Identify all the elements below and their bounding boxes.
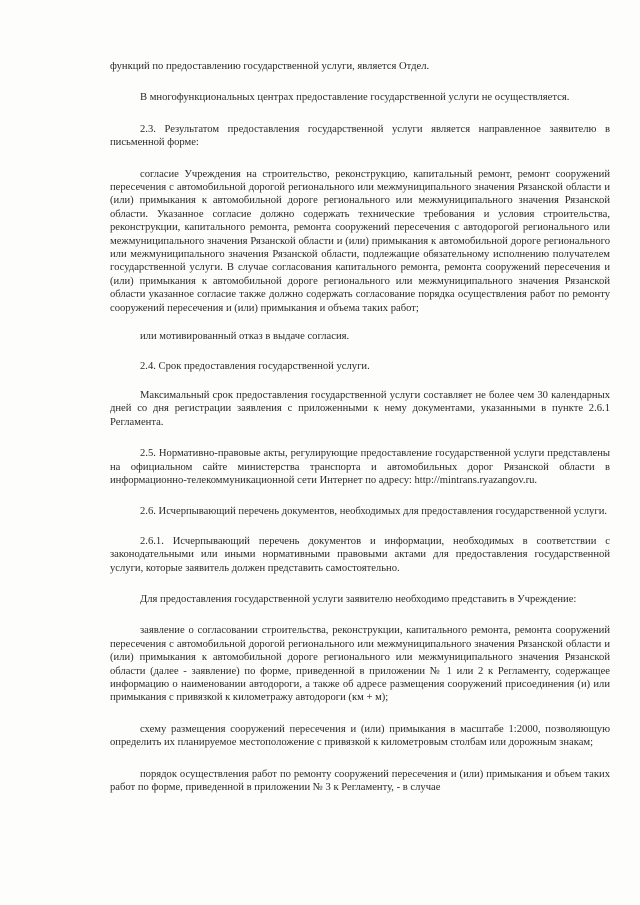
- paragraph-otdel: функций по предоставлению государственной услуги, является Отдел.: [110, 61, 430, 72]
- paragraph-2-3: 2.3. Результатом предоставления государственной услуги является направленное заявителю в письменной форме:: [110, 123, 610, 149]
- paragraph-soglasie: согласие Учреждения на строительство, реконструкцию, капитальный ремонт, ремонт сооружений пересечения с автомобильной дорогой регионального или межмуниципального значения Рязанской области и (или) примыкания к автомобильной дороге регионального или межмуниципального значения Рязанской области. Указанное согласие должно содержать технические требования и условия строительства, реконструкции, капитального ремонта, ремонта сооружений пересечения с автодорогой регионального или межмуниципального значения Рязанской области и (или) примыкания к автомобильной дороге регионального или межмуниципального значения Рязанской области, подлежащие обязательному исполнению получателем государственной услуги. В случае согласования капитального ремонта, ремонта сооружений пересечения и (или) примыкания к автомобильной дороге регионального или межмуниципального значения Рязанской области указанное согласие также должно содержать согласование порядка осуществления работ по ремонту сооружений пересечения и (или) примыкания и объема таких работ;: [110, 168, 610, 314]
- paragraph-srok: Максимальный срок предоставления государственной услуги составляет не более чем 30 календарных дней со дня регистрации заявления с приложенными к нему документами, указанными в пункте 2.6.1 Регламента.: [110, 389, 610, 428]
- paragraph-skhema: схему размещения сооружений пересечения и (или) примыкания в масштабе 1:2000, позволяющую определить их планируемое местоположение с привязкой к километровым столбам или дорожным знакам;: [110, 723, 610, 749]
- paragraph-2-4: 2.4. Срок предоставления государственной услуги.: [140, 360, 370, 372]
- paragraph-2-6-1: 2.6.1. Исчерпывающий перечень документов и информации, необходимых в соответствии с законодательными или иными нормативными правовыми актами для предоставления государственной услуги, которые заявитель должен представить самостоятельно.: [110, 535, 610, 574]
- paragraph-zayavlenie: заявление о согласовании строительства, реконструкции, капитального ремонта, ремонта сооружений пересечения с автомобильной дорогой регионального или межмуниципального значения Рязанской области и (или) примыкания к автомобильной дороге регионального или межмуниципального значения Рязанской области (далее - заявление) по форме, приведенной в приложении № 1 или 2 к Регламенту, содержащее информацию о наименовании автодороги, а также об адресе размещения сооружений присоединения (и) или примыкания с привязкой к километражу автодороги (км + м);: [110, 625, 610, 704]
- paragraph-poryadok: порядок осуществления работ по ремонту сооружений пересечения и (или) примыкания и объем таких работ по форме, приведенной в приложении № 3 к Регламенту, - в случае: [110, 768, 610, 794]
- paragraph-2-5: 2.5. Нормативно-правовые акты, регулирующие предоставление государственной услуги представлены на официальном сайте министерства транспорта и автомобильных дорог Рязанской области в информационно-телекоммуникационной сети Интернет по адресу: http://mintrans.ryazangov.ru.: [110, 448, 610, 486]
- paragraph-mfc: В многофункциональных центрах предоставление государственной услуги не осуществляется.: [140, 92, 570, 104]
- paragraph-otkaz: или мотивированный отказ в выдаче согласия.: [140, 331, 350, 343]
- paragraph-uchrezhdenie: Для предоставления государственной услуги заявителю необходимо представить в Учреждение:: [140, 593, 577, 605]
- paragraph-2-6: 2.6. Исчерпывающий перечень документов, необходимых для предоставления государственной услуги.: [140, 506, 608, 518]
